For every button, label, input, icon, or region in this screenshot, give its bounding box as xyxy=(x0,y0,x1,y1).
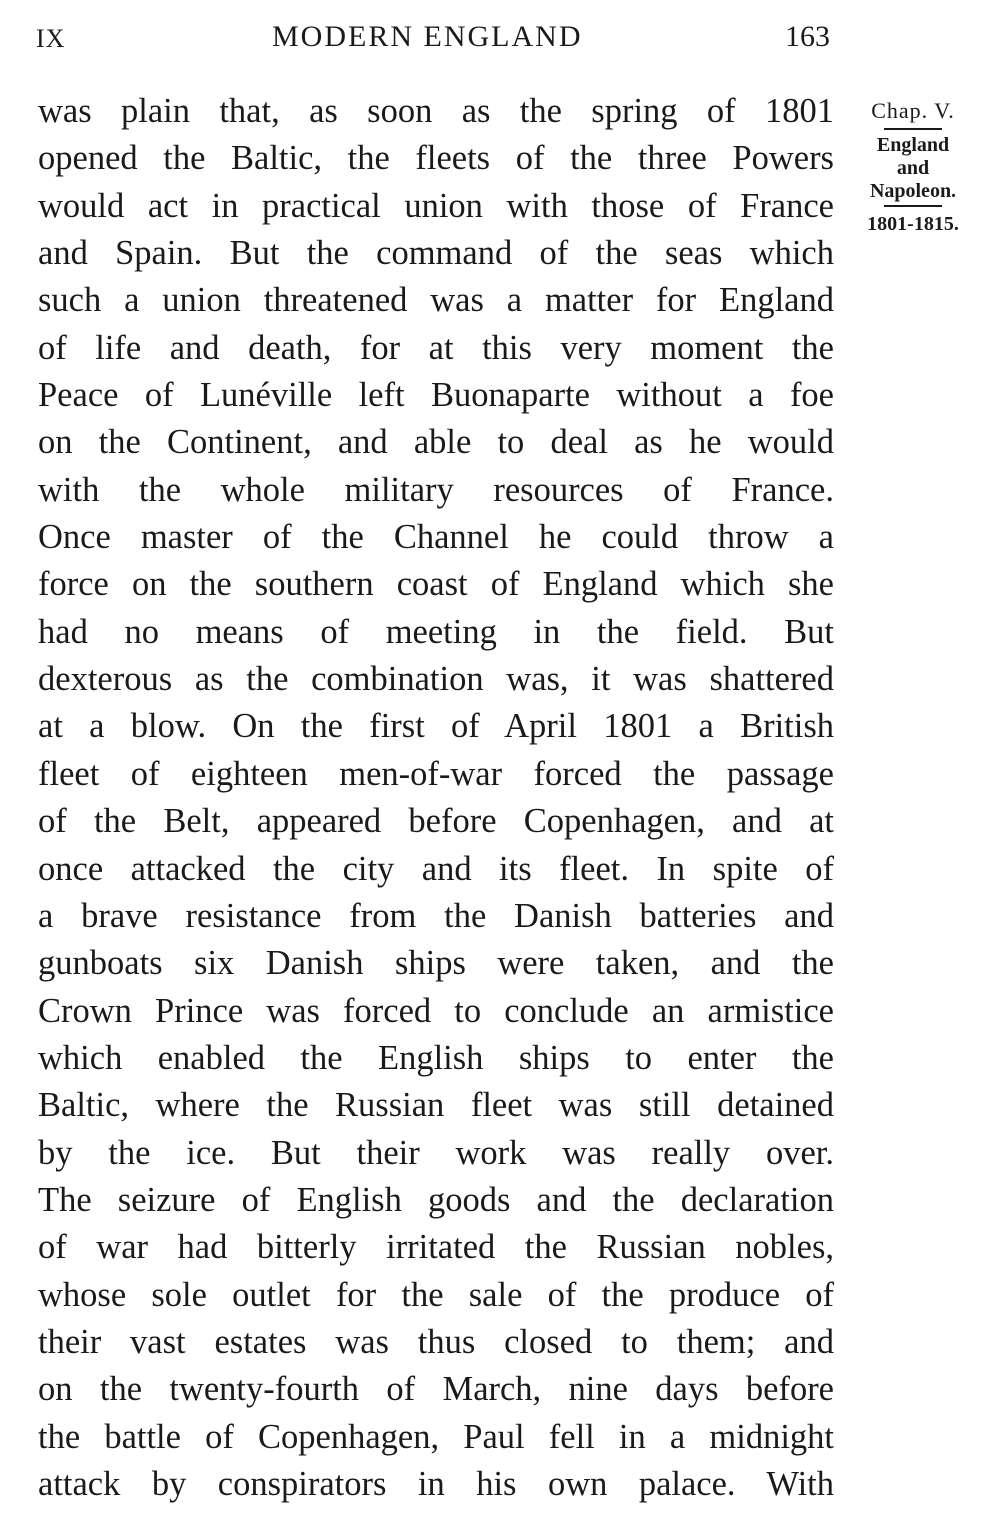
text-line: force on the southern coast of England which she xyxy=(38,565,834,604)
sidenote-rule xyxy=(884,205,942,207)
text-line: such a union threatened was a matter for England xyxy=(38,281,834,320)
text-line: whose sole outlet for the sale of the produce of xyxy=(38,1275,834,1314)
running-title: MODERN ENGLAND xyxy=(272,20,583,53)
running-header xyxy=(0,20,1000,60)
text-line: of the Belt, appeared before Copenhagen, and at xyxy=(38,802,834,841)
text-line: on the twenty-fourth of March, nine days before xyxy=(38,1370,834,1409)
text-line: and Spain. But the command of the seas which xyxy=(38,234,834,273)
text-line: with the whole military resources of France. xyxy=(38,470,834,509)
text-line: had no means of meeting in the field. But xyxy=(38,612,834,651)
text-line: by the ice. But their work was really over. xyxy=(38,1133,834,1172)
text-line: was plain that, as soon as the spring of 1801 xyxy=(38,92,834,130)
text-line: a brave resistance from the Danish batteries and xyxy=(38,896,834,935)
chapter-numeral: IX xyxy=(36,24,66,53)
text-line: dexterous as the combination was, it was shattered xyxy=(38,660,834,699)
text-line: of war had bitterly irritated the Russian nobles, xyxy=(38,1228,834,1267)
sidenote-topic-line: and xyxy=(896,157,930,179)
text-line: gunboats six Danish ships were taken, and the xyxy=(38,944,834,983)
text-line: attack by conspirators in his own palace. With xyxy=(38,1464,834,1503)
sidenote-topic-line: England xyxy=(876,134,950,156)
text-line: the battle of Copenhagen, Paul fell in a midnight xyxy=(38,1417,834,1456)
text-line: at a blow. On the first of April 1801 a British xyxy=(38,707,834,746)
sidenote-rule xyxy=(884,128,942,130)
text-line: would act in practical union with those of France xyxy=(38,186,834,225)
text-line: which enabled the English ships to enter the xyxy=(38,1038,834,1077)
text-line: Crown Prince was forced to conclude an armistice xyxy=(38,991,834,1030)
text-line: of life and death, for at this very moment the xyxy=(38,328,834,367)
sidenote-dates: 1801-1815. xyxy=(867,213,959,235)
text-line: their vast estates was thus closed to them; and xyxy=(38,1322,834,1361)
page-number: 163 xyxy=(785,20,830,53)
text-line: Baltic, where the Russian fleet was still detained xyxy=(38,1086,834,1125)
sidenote-chapter: Chap. V. xyxy=(871,98,955,123)
text-line: Once master of the Channel he could throw a xyxy=(38,518,834,557)
text-line: on the Continent, and able to deal as he would xyxy=(38,423,834,462)
text-line: opened the Baltic, the fleets of the three Powers xyxy=(38,139,834,178)
body-text xyxy=(38,88,834,1508)
text-line: Peace of Lunéville left Buonaparte without a foe xyxy=(38,376,834,415)
text-line: once attacked the city and its fleet. In spite of xyxy=(38,849,834,888)
margin-sidenote xyxy=(848,96,978,237)
text-line: fleet of eighteen men-of-war forced the passage xyxy=(38,754,834,793)
text-line: The seizure of English goods and the declaration xyxy=(38,1180,834,1219)
sidenote-topic-line: Napoleon. xyxy=(869,180,957,202)
